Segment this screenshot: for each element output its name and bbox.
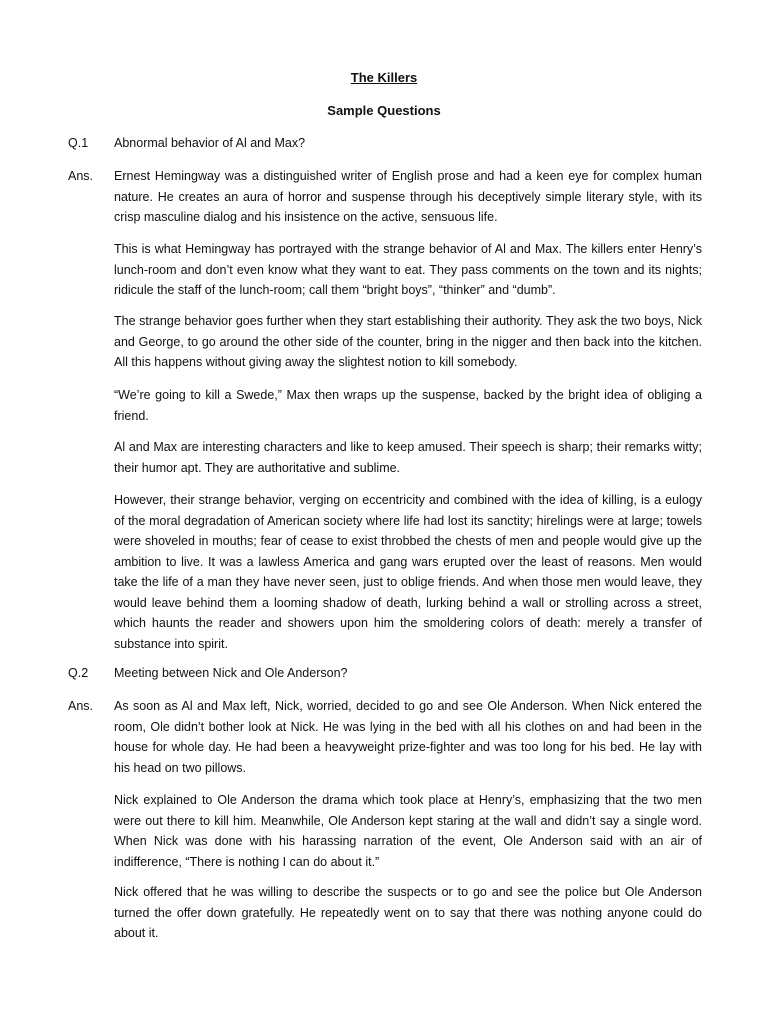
answer-paragraph: Al and Max are interesting characters and like to keep amused. Their speech is sharp; their remarks witty; their humor apt. They are authoritative and sublime. <box>114 440 702 475</box>
answer-paragraph: Nick explained to Ole Anderson the drama which took place at Henry’s, emphasizing that the two men were out there to kill him. Meanwhile, Ole Anderson kept staring at the wall and didn’t say a single word. When Nick was done with his harassing narration of the event, Ole Anderson said with an air of indifference, “There is nothing I can do about it.” <box>114 793 702 869</box>
question-row <box>68 133 702 154</box>
question-row <box>68 663 702 684</box>
answer-paragraph: Nick offered that he was willing to describe the suspects or to go and see the police but Ole Anderson turned the offer down gratefully. He repeatedly went on to say that there was nothing anyone could do about it. <box>114 885 702 940</box>
question-label: Q.1 <box>68 136 89 150</box>
answer-label: Ans. <box>68 699 94 713</box>
document-subtitle: Sample Questions <box>327 103 441 118</box>
answer-row <box>68 696 702 778</box>
answer-paragraph: As soon as Al and Max left, Nick, worried, decided to go and see Ole Anderson. When Nick entered the room, Ole didn’t bother look at Nick. He was lying in the bed with all his clothes on and had been in the house for whole day. He had been a heavyweight prize-fighter and was too long for his bed. He lay with his head on two pillows. <box>114 699 702 775</box>
answer-label: Ans. <box>68 169 94 183</box>
document-title: The Killers <box>350 70 418 85</box>
question-text: Abnormal behavior of Al and Max? <box>114 136 306 150</box>
question-text: Meeting between Nick and Ole Anderson? <box>114 666 348 680</box>
answer-paragraph: However, their strange behavior, verging on eccentricity and combined with the idea of killing, is a eulogy of the moral degradation of American society where life had lost its sanctity; hirelings were at large; towels were shoveled in mouths; fear of cease to exist throbbed the chests of men and people would give up the ambition to live. It was a lawless America and gang wars erupted over the least of reasons. Men would take the life of a man they have never seen, just to oblige friends. And when those men would leave, they would leave behind them a looming shadow of death, lurking behind a wall or strolling across a street, which haunts the reader and showers upon him the smoldering colors of death: merely a transfer of substance into spirit. <box>114 493 702 651</box>
answer-row <box>68 166 702 228</box>
answer-paragraph: This is what Hemingway has portrayed with the strange behavior of Al and Max. The killers enter Henry’s lunch-room and don’t even know what they want to eat. They pass comments on the town and its nights; ridicule the staff of the lunch-room; call them “bright boys”, “thinker” and “dumb”. <box>114 242 702 297</box>
answer-paragraph: “We’re going to kill a Swede,” Max then wraps up the suspense, backed by the bright idea of obliging a friend. <box>114 388 702 423</box>
question-label: Q.2 <box>68 666 89 680</box>
answer-paragraph: Ernest Hemingway was a distinguished writer of English prose and had a keen eye for complex human nature. He creates an aura of horror and suspense through his deceptively simple literary style, with its crisp masculine dialog and his insistence on the active, sensuous life. <box>114 169 702 224</box>
answer-paragraph: The strange behavior goes further when they start establishing their authority. They ask the two boys, Nick and George, to go around the other side of the counter, bring in the nigger and then back into the kitchen. All this happens without giving away the slightest notion to kill somebody. <box>114 314 702 369</box>
